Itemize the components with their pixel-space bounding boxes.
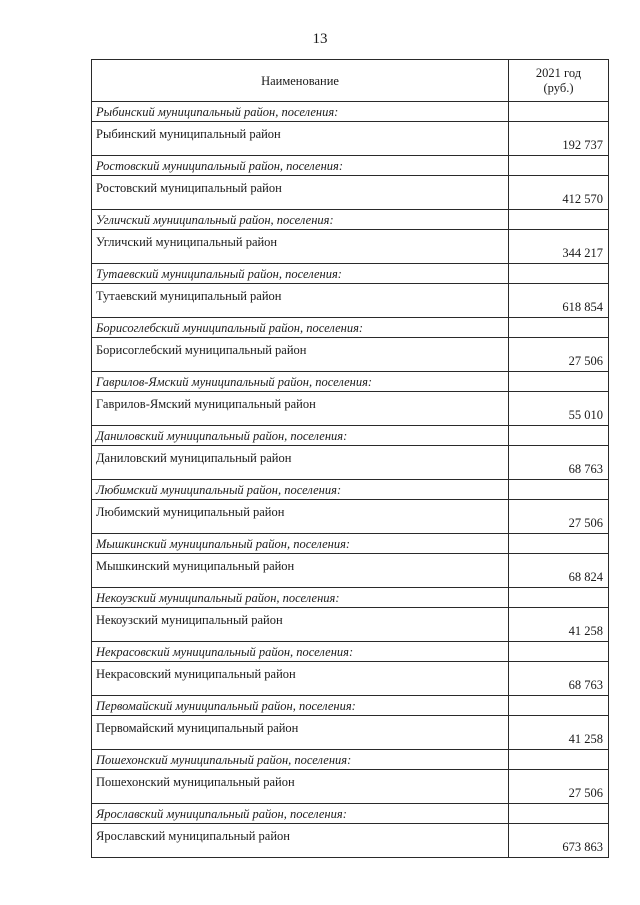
group-amount-empty-cell bbox=[509, 372, 609, 392]
group-heading-row bbox=[92, 480, 609, 500]
amount-header-year: 2021 год bbox=[535, 65, 582, 80]
district-row bbox=[92, 392, 609, 426]
group-heading-row bbox=[92, 804, 609, 824]
district-row bbox=[92, 662, 609, 696]
district-row bbox=[92, 284, 609, 318]
group-heading-cell: Некоузский муниципальный район, поселения: bbox=[92, 588, 509, 608]
group-heading-cell: Рыбинский муниципальный район, поселения: bbox=[92, 102, 509, 122]
district-amount-cell: 68 763 bbox=[509, 446, 609, 480]
group-heading-row bbox=[92, 534, 609, 554]
group-heading-cell: Любимский муниципальный район, поселения: bbox=[92, 480, 509, 500]
district-name-cell: Первомайский муниципальный район bbox=[92, 716, 509, 750]
district-amount-cell: 55 010 bbox=[509, 392, 609, 426]
district-row bbox=[92, 230, 609, 264]
group-heading-cell: Некрасовский муниципальный район, поселения: bbox=[92, 642, 509, 662]
group-amount-empty-cell bbox=[509, 156, 609, 176]
district-name-cell: Даниловский муниципальный район bbox=[92, 446, 509, 480]
group-amount-empty-cell bbox=[509, 102, 609, 122]
district-amount-cell: 27 506 bbox=[509, 770, 609, 804]
group-heading-row bbox=[92, 426, 609, 446]
group-heading-row bbox=[92, 642, 609, 662]
district-amount-cell: 41 258 bbox=[509, 608, 609, 642]
group-heading-cell: Ярославский муниципальный район, поселения: bbox=[92, 804, 509, 824]
group-amount-empty-cell bbox=[509, 750, 609, 770]
district-amount-cell: 68 824 bbox=[509, 554, 609, 588]
group-heading-row bbox=[92, 210, 609, 230]
district-name-cell: Тутаевский муниципальный район bbox=[92, 284, 509, 318]
district-name-cell: Любимский муниципальный район bbox=[92, 500, 509, 534]
district-amount-cell: 41 258 bbox=[509, 716, 609, 750]
group-amount-empty-cell bbox=[509, 426, 609, 446]
group-amount-empty-cell bbox=[509, 210, 609, 230]
district-amount-cell: 68 763 bbox=[509, 662, 609, 696]
district-name-cell: Ярославский муниципальный район bbox=[92, 824, 509, 858]
group-heading-cell: Мышкинский муниципальный район, поселения: bbox=[92, 534, 509, 554]
group-heading-cell: Угличский муниципальный район, поселения: bbox=[92, 210, 509, 230]
district-name-cell: Борисоглебский муниципальный район bbox=[92, 338, 509, 372]
district-amount-cell: 344 217 bbox=[509, 230, 609, 264]
group-heading-cell: Тутаевский муниципальный район, поселения: bbox=[92, 264, 509, 284]
group-heading-cell: Первомайский муниципальный район, поселения: bbox=[92, 696, 509, 716]
district-name-cell: Ростовский муниципальный район bbox=[92, 176, 509, 210]
group-heading-row bbox=[92, 372, 609, 392]
district-name-cell: Рыбинский муниципальный район bbox=[92, 122, 509, 156]
group-heading-cell: Даниловский муниципальный район, поселения: bbox=[92, 426, 509, 446]
page-number: 13 bbox=[312, 31, 328, 47]
district-row bbox=[92, 716, 609, 750]
amount-header-unit: (руб.) bbox=[543, 80, 574, 95]
district-row bbox=[92, 176, 609, 210]
group-amount-empty-cell bbox=[509, 588, 609, 608]
district-row bbox=[92, 608, 609, 642]
district-name-cell: Пошехонский муниципальный район bbox=[92, 770, 509, 804]
group-amount-empty-cell bbox=[509, 642, 609, 662]
district-amount-cell: 673 863 bbox=[509, 824, 609, 858]
district-amount-cell: 27 506 bbox=[509, 500, 609, 534]
district-row bbox=[92, 554, 609, 588]
amount-column-header bbox=[509, 60, 609, 102]
group-heading-cell: Борисоглебский муниципальный район, поселения: bbox=[92, 318, 509, 338]
group-amount-empty-cell bbox=[509, 318, 609, 338]
budget-table bbox=[91, 59, 609, 858]
district-name-cell: Некоузский муниципальный район bbox=[92, 608, 509, 642]
district-row bbox=[92, 446, 609, 480]
group-heading-row bbox=[92, 102, 609, 122]
district-row bbox=[92, 500, 609, 534]
district-amount-cell: 618 854 bbox=[509, 284, 609, 318]
table-header-row bbox=[92, 60, 609, 102]
district-name-cell: Гаврилов-Ямский муниципальный район bbox=[92, 392, 509, 426]
group-heading-row bbox=[92, 264, 609, 284]
district-amount-cell: 27 506 bbox=[509, 338, 609, 372]
group-heading-row bbox=[92, 696, 609, 716]
district-name-cell: Мышкинский муниципальный район bbox=[92, 554, 509, 588]
group-heading-cell: Ростовский муниципальный район, поселения: bbox=[92, 156, 509, 176]
district-row bbox=[92, 122, 609, 156]
name-column-header: Наименование bbox=[92, 60, 509, 102]
district-row bbox=[92, 338, 609, 372]
district-name-cell: Некрасовский муниципальный район bbox=[92, 662, 509, 696]
district-row bbox=[92, 770, 609, 804]
group-amount-empty-cell bbox=[509, 480, 609, 500]
group-heading-cell: Пошехонский муниципальный район, поселения: bbox=[92, 750, 509, 770]
group-heading-row bbox=[92, 156, 609, 176]
table-body bbox=[92, 102, 609, 858]
district-amount-cell: 192 737 bbox=[509, 122, 609, 156]
group-heading-row bbox=[92, 750, 609, 770]
group-amount-empty-cell bbox=[509, 264, 609, 284]
group-heading-row bbox=[92, 588, 609, 608]
group-heading-row bbox=[92, 318, 609, 338]
group-amount-empty-cell bbox=[509, 534, 609, 554]
district-row bbox=[92, 824, 609, 858]
district-amount-cell: 412 570 bbox=[509, 176, 609, 210]
group-amount-empty-cell bbox=[509, 696, 609, 716]
district-name-cell: Угличский муниципальный район bbox=[92, 230, 509, 264]
group-amount-empty-cell bbox=[509, 804, 609, 824]
group-heading-cell: Гаврилов-Ямский муниципальный район, поселения: bbox=[92, 372, 509, 392]
